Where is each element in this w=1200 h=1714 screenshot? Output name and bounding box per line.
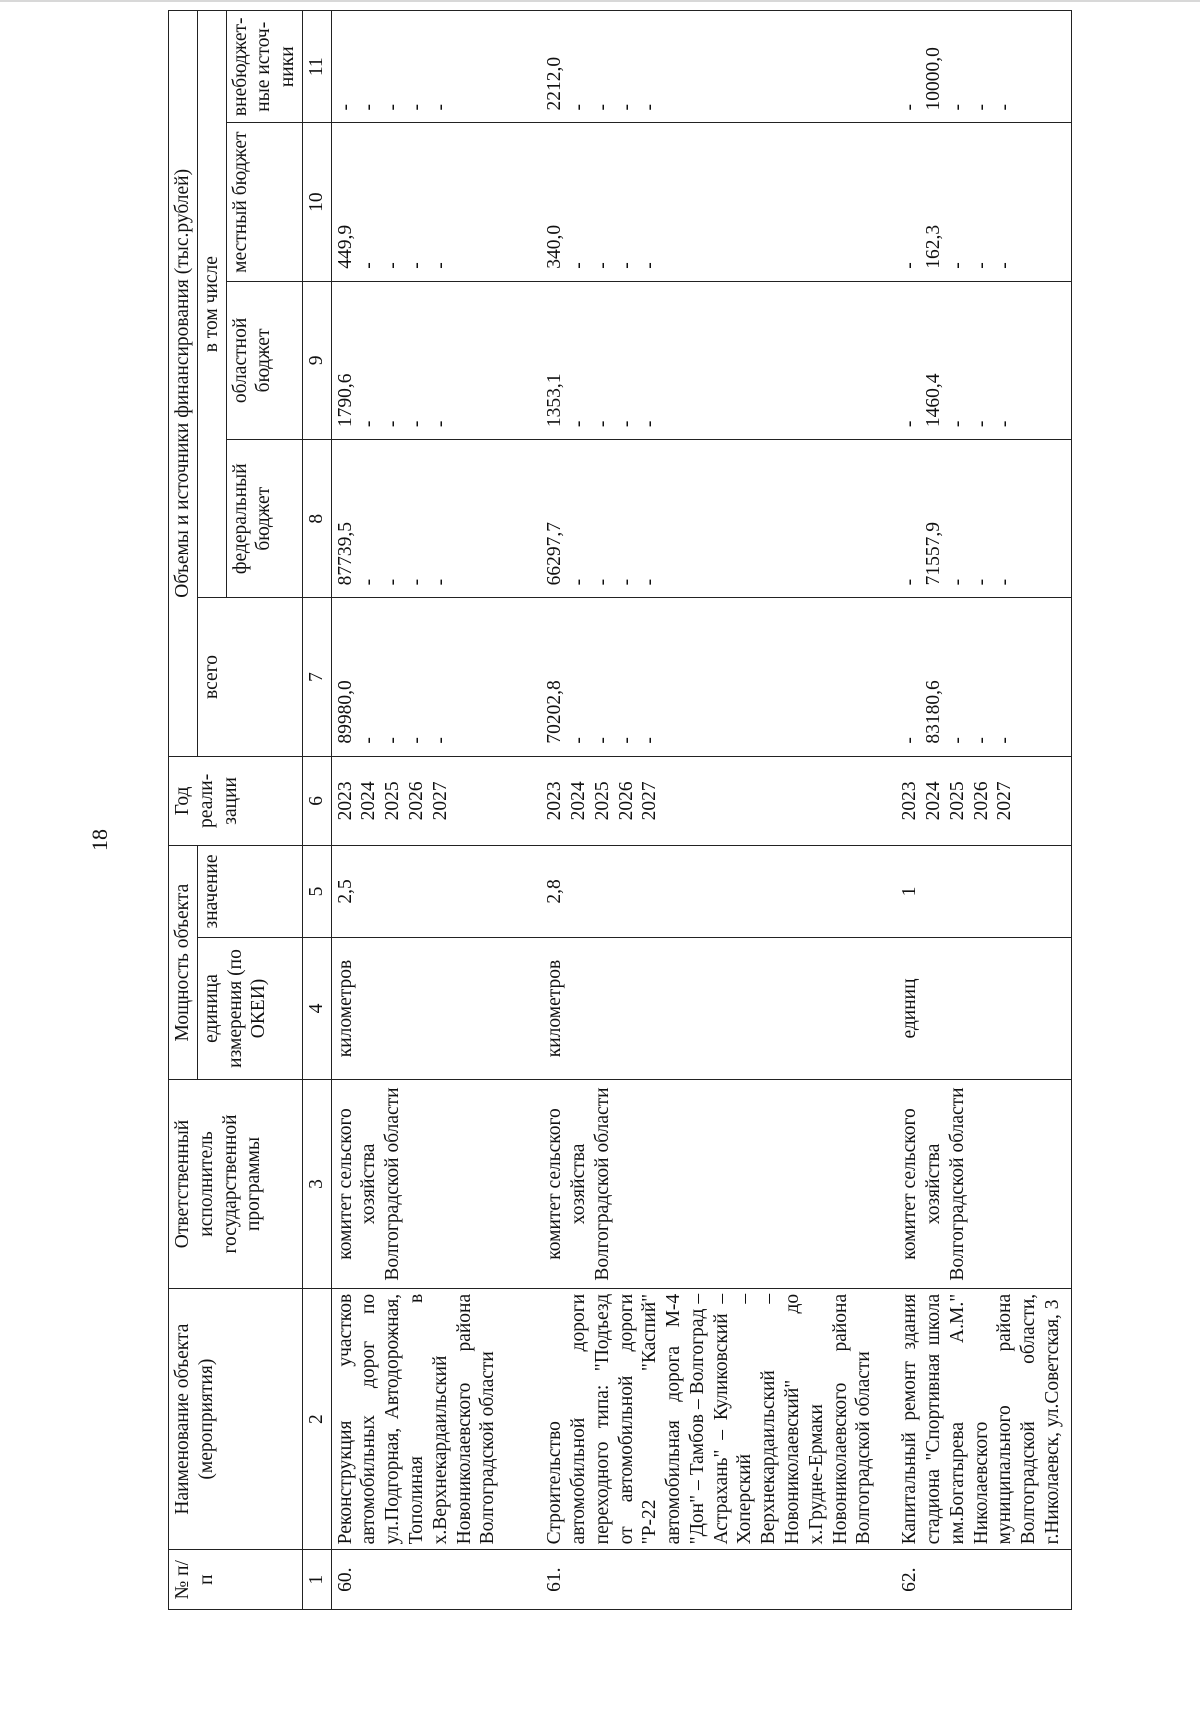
- amount: 2212,0: [544, 56, 566, 111]
- amount: -: [639, 737, 661, 744]
- amount: -: [406, 104, 428, 111]
- years: [896, 756, 1071, 845]
- executor: комитет сельского хозяйства Волгоградской области: [896, 1080, 1071, 1289]
- row-num: 62.: [896, 1550, 1071, 1610]
- amount: -: [639, 578, 661, 586]
- amount: -: [334, 104, 356, 111]
- local: [541, 123, 896, 281]
- regional: [896, 281, 1071, 439]
- amount: -: [615, 578, 637, 586]
- col-index: 5: [302, 846, 331, 938]
- year: 2026: [970, 781, 992, 821]
- amount: -: [358, 262, 380, 269]
- amount: 1790,6: [334, 373, 356, 428]
- amount: -: [899, 104, 921, 111]
- amount: -: [591, 578, 613, 586]
- amount: -: [358, 578, 380, 586]
- col-index: 10: [302, 123, 331, 281]
- amount: -: [406, 420, 428, 428]
- capacity-value: 1: [896, 846, 1071, 938]
- amount: -: [358, 104, 380, 111]
- amount: 10000,0: [922, 47, 944, 111]
- amount: -: [970, 578, 992, 586]
- year: 2024: [922, 781, 944, 821]
- amount: -: [615, 104, 637, 111]
- amount: -: [946, 262, 968, 269]
- regional: [331, 281, 541, 439]
- amount: -: [994, 104, 1016, 111]
- extra: [331, 11, 541, 124]
- amount: -: [591, 737, 613, 744]
- extra: [541, 11, 896, 124]
- col-index: 1: [302, 1550, 331, 1610]
- year: 2027: [994, 781, 1016, 821]
- header-total: всего: [197, 598, 302, 756]
- amount: -: [639, 104, 661, 111]
- executor: комитет сельского хозяйства Волгоградской области: [541, 1080, 896, 1289]
- federal: [541, 440, 896, 598]
- total: [896, 598, 1071, 756]
- federal: [896, 440, 1071, 598]
- amount: -: [567, 420, 589, 428]
- col-index: 9: [302, 281, 331, 439]
- amount: -: [429, 737, 451, 744]
- year: 2026: [406, 781, 428, 821]
- amount: -: [615, 262, 637, 269]
- year: 2027: [429, 781, 451, 821]
- col-index: 6: [302, 756, 331, 845]
- federal: [331, 440, 541, 598]
- total: [541, 598, 896, 756]
- page-number: 18: [87, 829, 112, 851]
- extra: [896, 11, 1071, 124]
- col-index: 7: [302, 598, 331, 756]
- financing-table: [168, 10, 1072, 1610]
- amount: -: [406, 262, 428, 269]
- amount: -: [429, 578, 451, 586]
- table-row: [896, 11, 1071, 1610]
- amount: 1460,4: [922, 373, 944, 428]
- header-executor: Ответственный исполнитель государственной программы: [169, 1080, 303, 1289]
- amount: 70202,8: [544, 680, 566, 744]
- amount: -: [591, 262, 613, 269]
- total: [331, 598, 541, 756]
- amount: -: [358, 737, 380, 744]
- amount: 89980,0: [334, 680, 356, 744]
- amount: -: [567, 737, 589, 744]
- year: 2025: [946, 781, 968, 821]
- amount: -: [567, 578, 589, 586]
- amount: -: [899, 262, 921, 269]
- amount: -: [994, 578, 1016, 586]
- row-num: 61.: [541, 1550, 896, 1610]
- amount: -: [429, 104, 451, 111]
- amount: -: [899, 420, 921, 428]
- header-extra: внебюджет-ные источ-ники: [226, 11, 302, 124]
- amount: -: [591, 420, 613, 428]
- header-capacity: Мощность объекта: [169, 846, 198, 1080]
- amount: -: [382, 104, 404, 111]
- col-index: 11: [302, 11, 331, 124]
- col-index: 8: [302, 440, 331, 598]
- amount: -: [970, 420, 992, 428]
- amount: 340,0: [544, 224, 566, 269]
- amount: -: [382, 420, 404, 428]
- amount: -: [994, 737, 1016, 744]
- amount: -: [970, 104, 992, 111]
- amount: -: [567, 104, 589, 111]
- header-incl: в том числе: [197, 11, 226, 598]
- amount: 66297,7: [544, 521, 566, 586]
- column-index-row: [302, 11, 331, 1610]
- header-value: значение: [197, 846, 302, 938]
- amount: 449,9: [334, 224, 356, 269]
- amount: 162,3: [922, 224, 944, 269]
- amount: -: [615, 737, 637, 744]
- amount: -: [406, 737, 428, 744]
- unit: километров: [541, 937, 896, 1079]
- table-row: [541, 11, 896, 1610]
- year: 2025: [591, 781, 613, 821]
- years: [541, 756, 896, 845]
- header-regional: областной бюджет: [226, 281, 302, 439]
- amount: 71557,9: [922, 521, 944, 586]
- year: 2023: [334, 781, 356, 821]
- header-num: № п/п: [169, 1550, 303, 1610]
- row-num: 60.: [331, 1550, 541, 1610]
- amount: -: [994, 420, 1016, 428]
- local: [331, 123, 541, 281]
- header-funding: Объемы и источники финансирования (тыс.рублей): [169, 11, 198, 757]
- amount: -: [946, 578, 968, 586]
- col-index: 4: [302, 937, 331, 1079]
- header-federal: федеральный бюджет: [226, 440, 302, 598]
- amount: -: [970, 737, 992, 744]
- year: 2024: [358, 781, 380, 821]
- amount: 83180,6: [922, 680, 944, 744]
- amount: -: [899, 578, 921, 586]
- object-name: Реконструкция участков автомобильных дорог по ул.Подгорная, Автодорожная, Тополиная в х.Верхнекардаильский Новониколаевского района Волгоградской области: [331, 1288, 541, 1550]
- amount: -: [946, 104, 968, 111]
- amount: -: [946, 737, 968, 744]
- amount: 1353,1: [544, 373, 566, 428]
- year: 2024: [567, 781, 589, 821]
- amount: -: [406, 578, 428, 586]
- year: 2027: [639, 781, 661, 821]
- col-index: 2: [302, 1288, 331, 1550]
- amount: -: [358, 420, 380, 428]
- amount: -: [970, 262, 992, 269]
- capacity-value: 2,5: [331, 846, 541, 938]
- amount: 87739,5: [334, 521, 356, 586]
- amount: -: [615, 420, 637, 428]
- year: 2023: [899, 781, 921, 821]
- amount: -: [899, 737, 921, 744]
- unit: единиц: [896, 937, 1071, 1079]
- amount: -: [429, 262, 451, 269]
- header-unit: единица измерения (по ОКЕИ): [197, 937, 302, 1079]
- amount: -: [946, 420, 968, 428]
- regional: [541, 281, 896, 439]
- object-name: Капитальный ремонт здания стадиона "Спортивная школа им.Богатырева А.М." Николаевского муниципального района Волгоградской области, г.Николаевск, ул.Советская, 3: [896, 1288, 1071, 1550]
- capacity-value: 2,8: [541, 846, 896, 938]
- years: [331, 756, 541, 845]
- amount: -: [639, 420, 661, 428]
- amount: -: [382, 262, 404, 269]
- rotated-table-sheet: [168, 0, 1143, 1610]
- unit: километров: [331, 937, 541, 1079]
- year: 2025: [382, 781, 404, 821]
- table-row: [331, 11, 541, 1610]
- table-body: [331, 11, 1071, 1610]
- local: [896, 123, 1071, 281]
- amount: -: [994, 262, 1016, 269]
- header-name: Наименование объекта (мероприятия): [169, 1288, 303, 1550]
- amount: -: [382, 578, 404, 586]
- amount: -: [639, 262, 661, 269]
- header-local: местный бюджет: [226, 123, 302, 281]
- header-year: Год реали-зации: [169, 756, 303, 845]
- amount: -: [567, 262, 589, 269]
- amount: -: [591, 104, 613, 111]
- year: 2023: [544, 781, 566, 821]
- object-name: Строительство автомобильной дороги переходного типа: "Подъезд от автомобильной дороги "Р-22 "Каспий" автомобильная дорога М-4 "Дон" – Тамбов – Волгоград – Астрахань" – Куликовский – Хоперский – Верхнекардаильский – Новониколаевский" до х.Грудне-Ермаки Новониколаевского района Волгоградской области: [541, 1288, 896, 1550]
- executor: комитет сельского хозяйства Волгоградской области: [331, 1080, 541, 1289]
- amount: -: [382, 737, 404, 744]
- year: 2026: [615, 781, 637, 821]
- amount: -: [429, 420, 451, 428]
- col-index: 3: [302, 1080, 331, 1289]
